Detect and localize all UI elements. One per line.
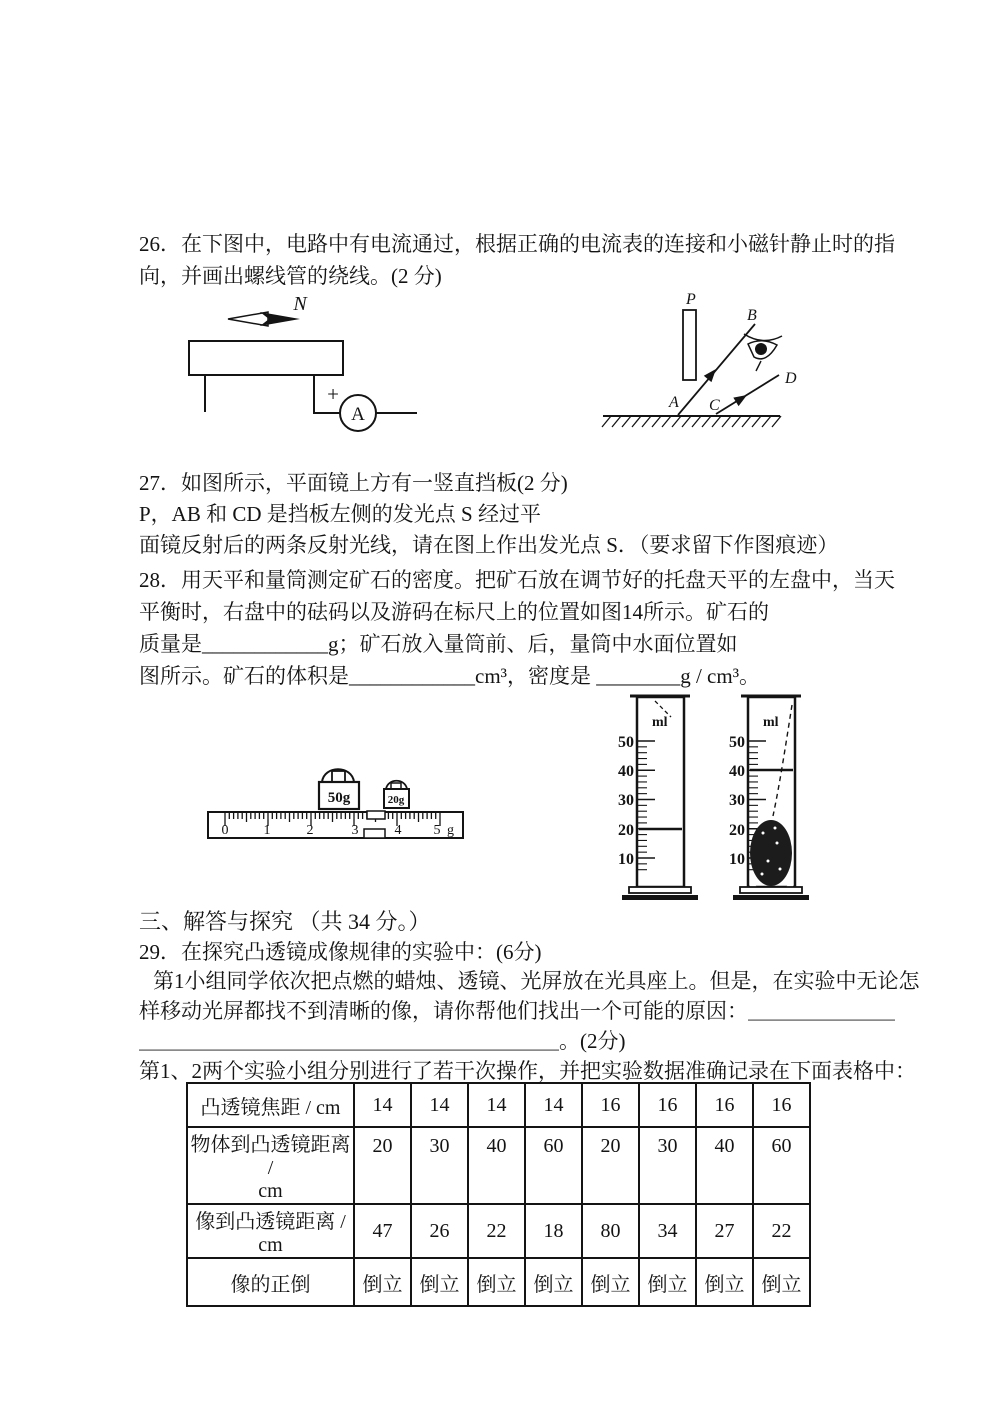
scale-unit: g <box>447 823 454 838</box>
rider-slider-top <box>367 811 385 819</box>
vertical-board <box>683 310 696 380</box>
q28-line-3: 质量是____________g；矿石放入量筒前、后，量筒中水面位置如 <box>139 632 738 656</box>
eye-tail <box>756 361 761 371</box>
table-cell: 倒立 <box>639 1258 696 1306</box>
ray-cd-arrow <box>733 391 749 406</box>
q29-paragraph <box>139 966 920 1086</box>
table-cell: 14 <box>354 1083 411 1127</box>
row-label: 凸透镜焦距 / cm <box>187 1083 354 1127</box>
mineral-stone <box>750 820 792 886</box>
stone-speck <box>779 868 782 871</box>
section-3-heading: 三、解答与探究 （共 34 分。） <box>139 909 431 934</box>
table-cell: 60 <box>753 1127 810 1204</box>
q29-para-1: 第1小组同学依次把点燃的蜡烛、透镜、光屏放在光具座上。但是，在实验中无论怎 <box>153 969 920 993</box>
table-row-focal-length <box>187 1083 810 1127</box>
table-cell: 14 <box>468 1083 525 1127</box>
mirror-hatching <box>602 416 781 427</box>
table-row-image-orientation <box>187 1258 810 1306</box>
table-cell: 16 <box>696 1083 753 1127</box>
left-scale-10: 10 <box>618 851 634 868</box>
right-base-plate <box>733 895 809 900</box>
stone-speck <box>767 860 770 863</box>
q29-para-4: 第1、2两个实验小组分别进行了若干次操作，并把实验数据准确记录在下面表格中： <box>139 1059 916 1083</box>
table-cell: 倒立 <box>468 1258 525 1306</box>
weight-50g-label: 50g <box>327 790 351 806</box>
table-cell: 16 <box>753 1083 810 1127</box>
table-cell: 倒立 <box>354 1258 411 1306</box>
solenoid-circuit-figure <box>150 290 500 440</box>
table-cell: 27 <box>696 1204 753 1258</box>
left-unit-label: ml <box>652 715 668 730</box>
table-cell: 20 <box>354 1127 411 1204</box>
q27-line-1: 27．如图所示，平面镜上方有一竖直挡板(2 分) <box>139 471 568 495</box>
stone-speck <box>774 827 777 830</box>
point-a-label: A <box>669 394 679 411</box>
table-cell: 倒立 <box>753 1258 810 1306</box>
row-label: 像的正倒 <box>187 1258 354 1306</box>
row-label: 像到凸透镜距离 / cm <box>187 1204 354 1258</box>
q26-line-1: 26．在下图中，电路中有电流通过，根据正确的电流表的连接和小磁针静止时的指 <box>139 232 895 256</box>
lens-table-wrap <box>186 1082 811 1307</box>
table-cell: 倒立 <box>411 1258 468 1306</box>
right-scale-10: 10 <box>729 851 745 868</box>
ammeter-label: A <box>351 404 365 425</box>
scale-5: 5 <box>433 823 441 838</box>
right-unit-label: ml <box>763 715 779 730</box>
table-cell: 14 <box>525 1083 582 1127</box>
table-cell: 22 <box>468 1204 525 1258</box>
left-base-plate <box>622 895 698 900</box>
point-c-label: C <box>709 397 720 414</box>
scale-2: 2 <box>306 823 314 838</box>
eye-pupil <box>755 343 767 355</box>
right-scale-20: 20 <box>729 822 745 839</box>
q29-para-3: ＿＿＿＿＿＿＿＿＿＿＿＿＿＿＿＿＿＿＿＿。(2分) <box>139 1029 626 1053</box>
table-cell: 40 <box>696 1127 753 1204</box>
balance-rider-figure <box>200 756 470 856</box>
scale-1: 1 <box>263 823 271 838</box>
table-cell: 30 <box>411 1127 468 1204</box>
plus-terminal-label: + <box>327 382 339 406</box>
table-cell: 16 <box>582 1083 639 1127</box>
solenoid-body <box>189 341 343 375</box>
table-cell: 16 <box>639 1083 696 1127</box>
scale-4: 4 <box>394 823 402 838</box>
right-scale-30: 30 <box>729 792 745 809</box>
table-cell: 20 <box>582 1127 639 1204</box>
eye-lid <box>744 334 782 341</box>
stone-speck <box>762 832 765 835</box>
right-cylinder-base <box>740 887 802 893</box>
table-cell: 倒立 <box>696 1258 753 1306</box>
lens-experiment-table <box>186 1082 811 1307</box>
table-cell: 40 <box>468 1127 525 1204</box>
weight-20g-label: 20g <box>387 794 405 806</box>
row-label: 物体到凸透镜距离 / cm <box>187 1127 354 1204</box>
plane-mirror-figure <box>595 288 810 438</box>
left-scale-50: 50 <box>618 734 634 751</box>
stone-speck <box>761 873 764 876</box>
table-cell: 倒立 <box>582 1258 639 1306</box>
q27-line-2: P，AB 和 CD 是挡板左侧的发光点 S 经过平 <box>139 502 541 526</box>
left-scale-40: 40 <box>618 763 634 780</box>
table-cell: 30 <box>639 1127 696 1204</box>
table-cell: 60 <box>525 1127 582 1204</box>
question-27 <box>139 468 838 561</box>
table-cell: 34 <box>639 1204 696 1258</box>
weight-50g-stem <box>332 771 345 782</box>
left-cylinder-base <box>629 887 691 893</box>
question-28 <box>139 564 895 692</box>
q28-line-2: 平衡时，右盘中的砝码以及游码在标尺上的位置如图14所示。矿石的 <box>139 600 769 624</box>
right-scale-40: 40 <box>729 763 745 780</box>
q28-line-4: 图所示。矿石的体积是____________cm³，密度是 ________g / cm³。 <box>139 664 760 688</box>
compass-needle-tail <box>228 312 268 326</box>
scale-3: 3 <box>351 823 359 838</box>
point-b-label: B <box>747 307 757 324</box>
point-d-label: D <box>785 370 797 387</box>
right-scale-50: 50 <box>729 734 745 751</box>
q26-line-2: 向，并画出螺线管的绕线。(2 分) <box>139 264 442 288</box>
table-cell: 47 <box>354 1204 411 1258</box>
stone-speck <box>776 842 779 845</box>
q29-line-1: 29．在探究凸透镜成像规律的实验中：(6分) <box>139 940 542 964</box>
q29-para-2: 样移动光屏都找不到清晰的像，请你帮他们找出一个可能的原因：＿＿＿＿＿＿＿ <box>139 999 895 1023</box>
table-row-object-distance <box>187 1127 810 1204</box>
table-cell: 26 <box>411 1204 468 1258</box>
left-scale-30: 30 <box>618 792 634 809</box>
left-scale-20: 20 <box>618 822 634 839</box>
q28-line-1: 28．用天平和量筒测定矿石的密度。把矿石放在调节好的托盘天平的左盘中，当天 <box>139 568 895 592</box>
table-cell: 倒立 <box>525 1258 582 1306</box>
graduated-cylinders-figure <box>605 683 820 913</box>
table-cell: 22 <box>753 1204 810 1258</box>
ray-cd <box>716 375 779 414</box>
rider-slider-pointer <box>364 829 385 838</box>
table-cell: 18 <box>525 1204 582 1258</box>
board-p-label: P <box>686 291 696 308</box>
scale-0: 0 <box>221 823 229 838</box>
q27-line-3: 面镜反射后的两条反射光线，请在图上作出发光点 S．（要求留下作图痕迹） <box>139 533 839 557</box>
question-26 <box>139 228 895 292</box>
north-label: N <box>293 293 307 315</box>
table-row-image-distance <box>187 1204 810 1258</box>
table-cell: 14 <box>411 1083 468 1127</box>
table-cell: 80 <box>582 1204 639 1258</box>
